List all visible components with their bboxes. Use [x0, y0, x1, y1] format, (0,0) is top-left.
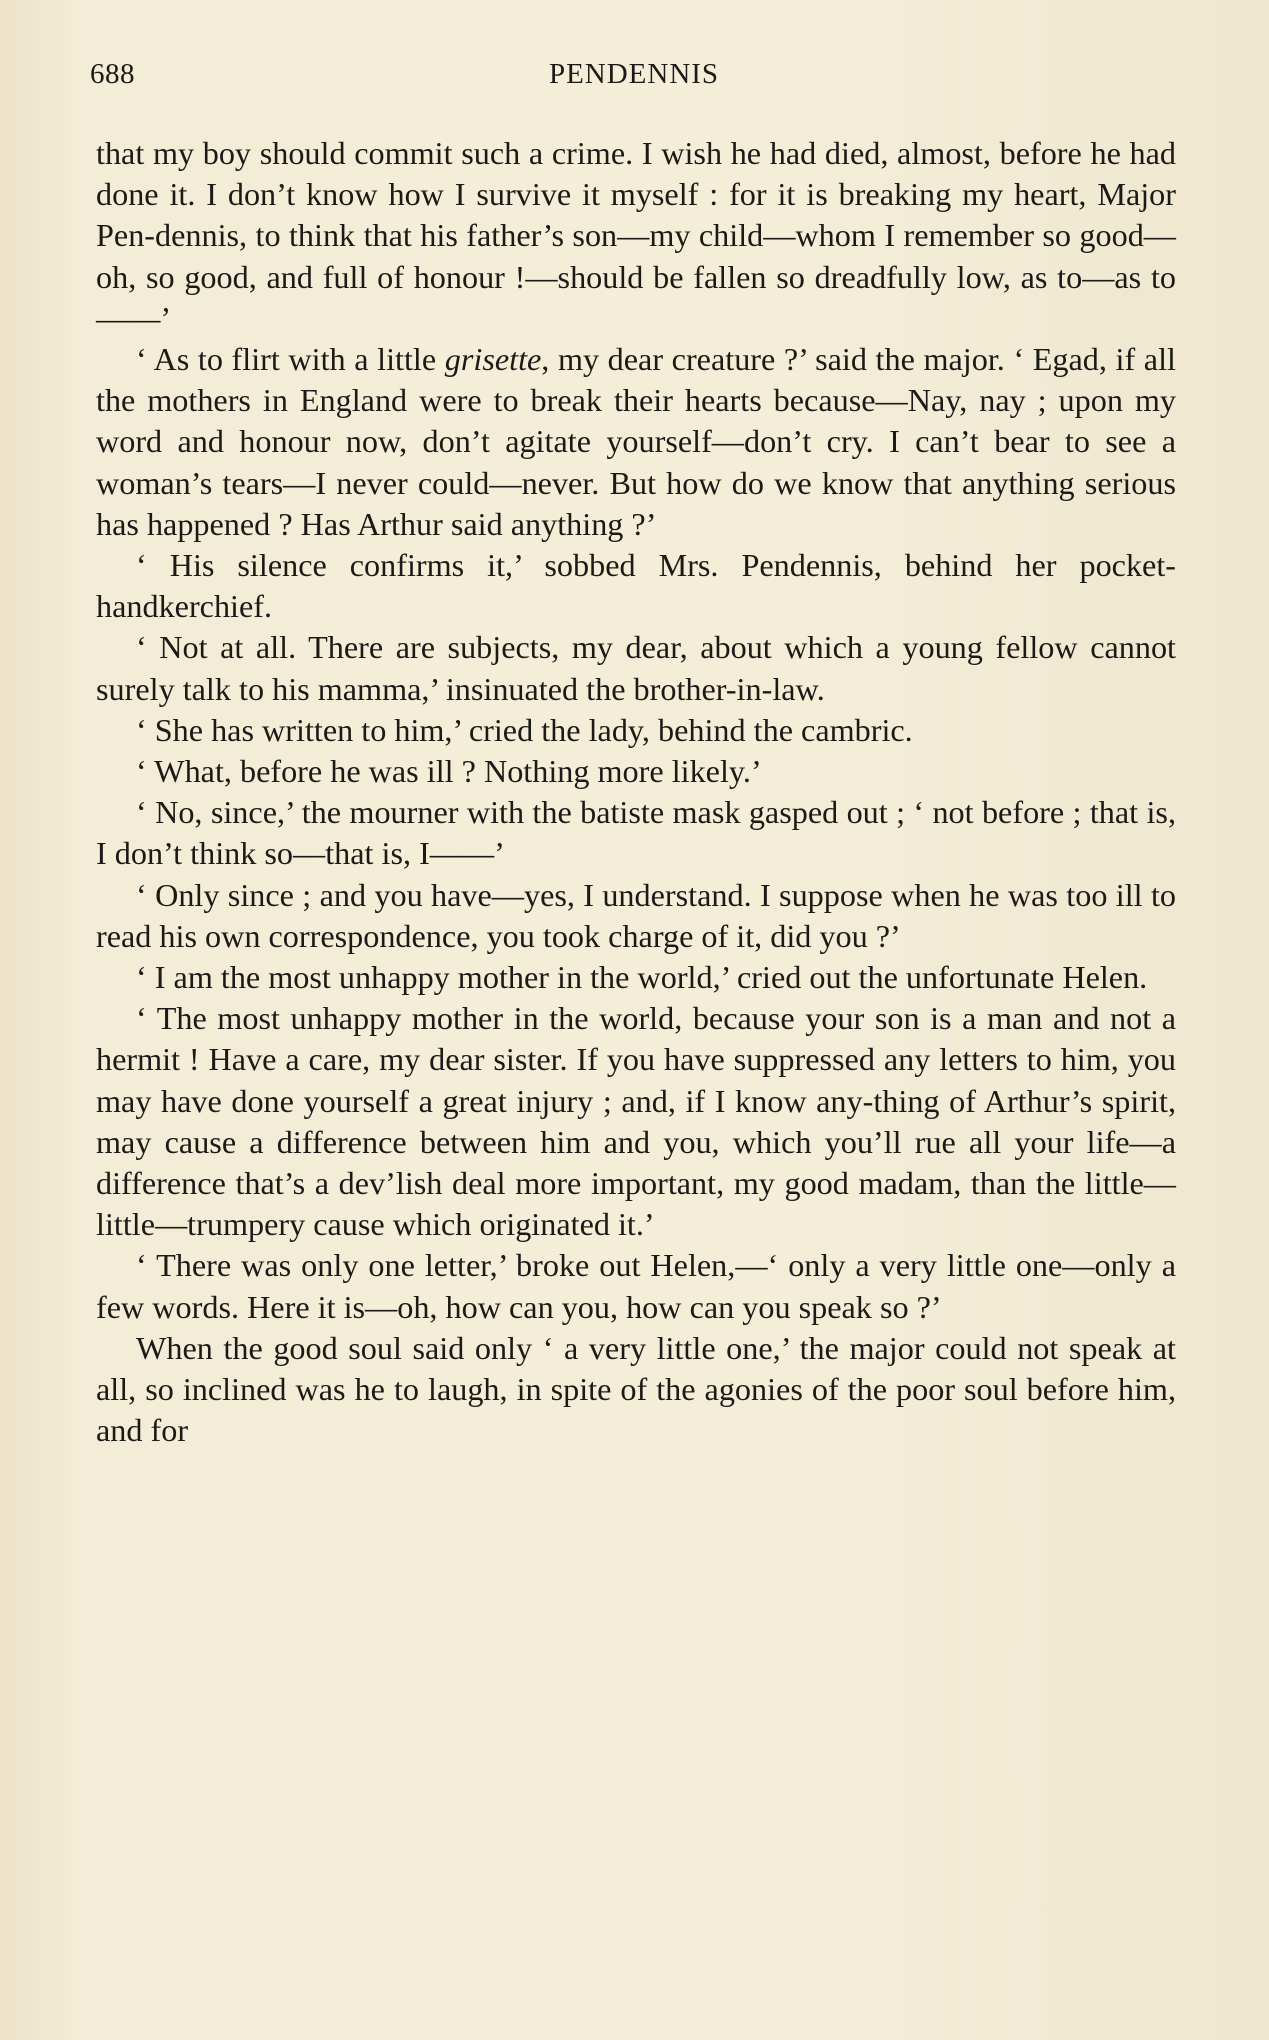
- page-header: [90, 58, 1178, 98]
- paragraph: ‘ What, before he was ill ? Nothing more likely.’: [136, 753, 762, 790]
- italic-word: grisette: [444, 341, 542, 378]
- paragraph: ‘ As to flirt with a little grisette, my dear creature ?’ said the major. ‘ Egad, if all the mothers in England were to break their hearts because—Nay, nay ; upon my word and honour now, don’t agitate yourself—don’t cry. I can’t bear to see a woman’s tears—I never could—never. But how do we know that anything serious has happened ? Has Arthur said anything ?’: [96, 341, 1176, 542]
- paragraph: ‘ I am the most unhappy mother in the world,’ cried out the unfortunate Helen.: [136, 959, 1148, 996]
- paragraph: that my boy should commit such a crime. I wish he had died, almost, before he had done it. I don’t know how I survive it myself : for it is breaking my heart, Major Pen-dennis, to think that his father’s son—my child—whom I remember so good—oh, so good, and full of honour !—should be fallen so dreadfully low, as to—as to——’: [96, 135, 1176, 336]
- paragraph: ‘ Not at all. There are subjects, my dear, about which a young fellow cannot surely talk to his mamma,’ insinuated the brother-in-law.: [96, 629, 1176, 707]
- running-title: PENDENNIS: [548, 58, 720, 90]
- page-number: 688: [90, 58, 135, 90]
- body-text: [96, 133, 1176, 1452]
- paragraph: ‘ The most unhappy mother in the world, because your son is a man and not a hermit ! Have a care, my dear sister. If you have suppressed any letters to him, you may have done yourself a great injury ; and, if I know any-thing of Arthur’s spirit, may cause a difference between him and you, which you’ll rue all your life—a difference that’s a dev’lish deal more important, my good madam, than the little—little—trumpery cause which originated it.’: [96, 1000, 1176, 1243]
- paragraph: When the good soul said only ‘ a very little one,’ the major could not speak at all, so inclined was he to laugh, in spite of the agonies of the poor soul before him, and for: [96, 1329, 1176, 1449]
- paragraph: ‘ No, since,’ the mourner with the batiste mask gasped out ; ‘ not before ; that is, I don’t think so—that is, I——’: [96, 794, 1176, 872]
- paragraph: ‘ There was only one letter,’ broke out Helen,—‘ only a very little one—only a few words. Here it is—oh, how can you, how can you speak so ?’: [96, 1247, 1176, 1325]
- paragraph: ‘ Only since ; and you have—yes, I understand. I suppose when he was too ill to read his own correspondence, you took charge of it, did you ?’: [96, 876, 1176, 954]
- paragraph: ‘ His silence confirms it,’ sobbed Mrs. Pendennis, behind her pocket-handkerchief.: [96, 547, 1176, 625]
- paragraph: ‘ She has written to him,’ cried the lady, behind the cambric.: [136, 711, 913, 748]
